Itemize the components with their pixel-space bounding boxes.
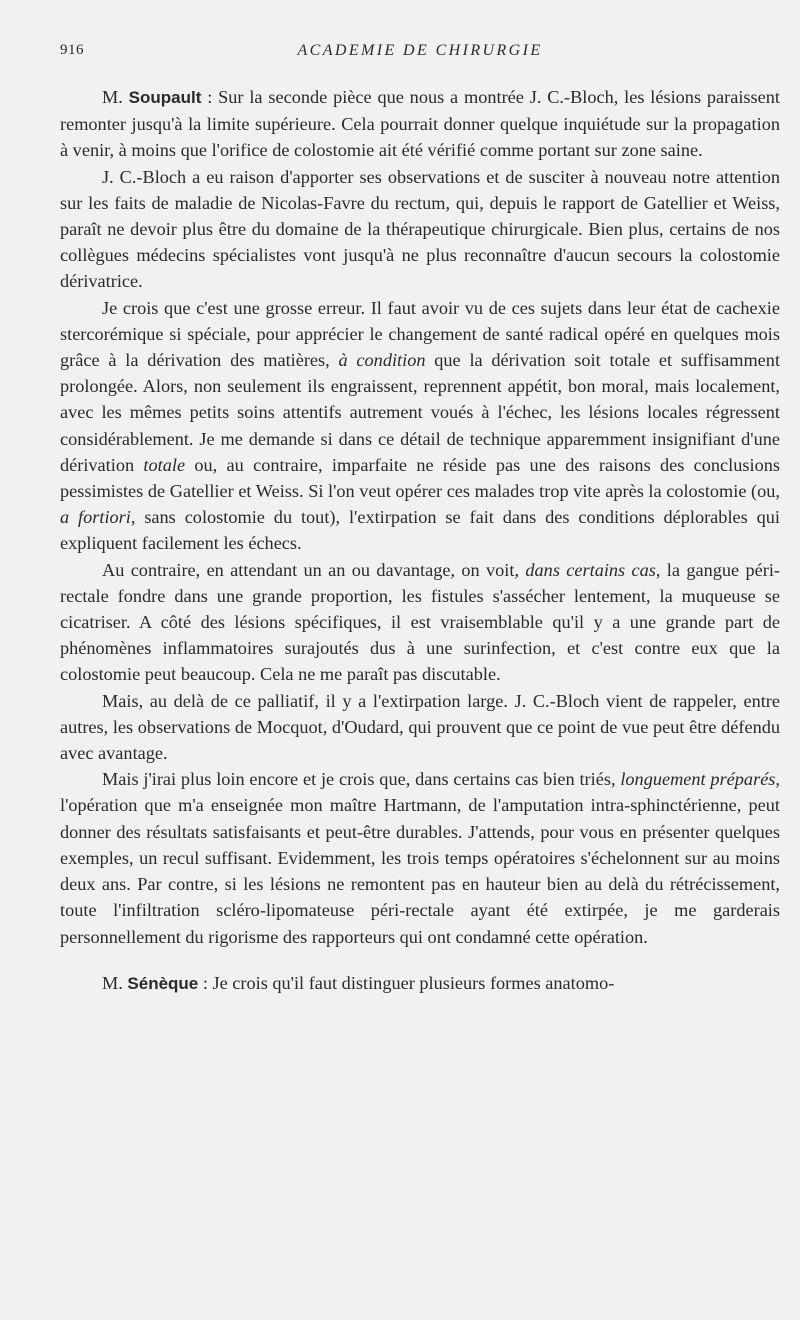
paragraph-text: que la dérivation soit totale et suffisamment prolongée. Alors, non seulement ils engraissent, reprennent appétit, bon moral, mais localement, avec les mêmes petits soins attentifs autrement voués à l'échec, les lésions locales régressent considérablement. Je me demande si dans ce détail de technique apparemment insignifiant d'une dérivation — [60, 350, 781, 475]
speaker-prefix: M. — [102, 972, 128, 993]
paragraph — [60, 164, 780, 295]
paragraph-text: , sans colostomie du tout), l'extirpation se fait dans des conditions déplorables qui expliquent facilement les échecs. — [60, 507, 780, 554]
italic-text: a fortiori — [60, 507, 131, 528]
italic-text: longuement préparés — [620, 769, 776, 790]
speaker-prefix: M. — [102, 87, 129, 107]
paragraph-text: : Sur la seconde pièce que nous a montrée J. C.-Bloch, les lésions paraissent remonter jusqu'à la limite supérieure. Cela pourrait donner quelque inquiétude sur la propagation à venir, à moins que l'orifice de colostomie ait été vérifié comme portant sur zone saine. — [60, 87, 780, 161]
italic-text: totale — [143, 454, 186, 475]
italic-text: dans certains cas — [525, 559, 656, 580]
paragraph — [60, 557, 780, 688]
paragraph — [60, 295, 780, 557]
italic-text: à condition — [338, 350, 426, 371]
speaker-name: Sénèque — [127, 973, 199, 993]
paragraph-text: Je crois que c'est une grosse erreur. Il faut avoir vu de ces sujets dans leur état de cachexie stercorémique si spéciale, pour apprécier le changement de santé radical opéré en quelques mois grâce à la dérivation des matières, — [60, 297, 780, 371]
page-header — [60, 42, 780, 68]
paragraph-text: , la gangue péri-rectale fondre dans une grande proportion, les fistules s'assécher lentement, la muqueuse se cicatriser. A côté des lésions spécifiques, il est vraisemblable qu'il y a une grande part de phénomènes inflammatoires surajoutés dus à une surinfection, et c'est contre eux que la colostomie peut beaucoup. Cela ne me paraît pas discutable. — [60, 559, 780, 685]
speaker-name: Soupault — [128, 88, 202, 107]
paragraph-text: Au contraire, en attendant un an ou davantage, on voit, — [102, 559, 526, 580]
paragraph-text: J. C.-Bloch a eu raison d'apporter ses observations et de susciter à nouveau notre attention sur les faits de maladie de Nicolas-Favre du rectum, qui, depuis le rapport de Gatellier et Weiss, paraît ne devoir plus être du domaine de la thérapeutique chirurgicale. Bien plus, certains de nos collègues médecins spécialistes vont jusqu'à ne plus reconnaître d'aucun secours la colostomie dérivatrice. — [60, 166, 780, 292]
paragraph-text: , l'opération que m'a enseignée mon maître Hartmann, de l'amputation intra-sphinctérienne, peut donner des résultats satisfaisants et peut-être durables. J'attends, pour vous en présenter quelques exemples, un recul suffisant. Evidemment, les trois temps opératoires s'échelonnent sur au moins deux ans. Par contre, si les lésions ne remontent pas en hauteur bien au delà du rétrécissement, toute l'infiltration scléro-lipomateuse péri-rectale ayant été extirpée, je me garderais personnellement du rigorisme des rapporteurs qui ont condamné cette opération. — [60, 769, 780, 947]
document-body — [60, 84, 780, 997]
paragraph-text: Mais, au delà de ce palliatif, il y a l'extirpation large. J. C.-Bloch vient de rappeler, entre autres, les observations de Mocquot, d'Oudard, qui prouvent que ce point de vue peut être défendu avec avantage. — [60, 690, 780, 764]
paragraph-text: : Je crois qu'il faut distinguer plusieurs formes anatomo- — [198, 972, 615, 993]
running-head: ACADEMIE DE CHIRURGIE — [297, 42, 543, 59]
paragraph-seneque — [60, 970, 780, 997]
paragraph — [60, 688, 780, 767]
paragraph-text: ou, au contraire, imparfaite ne réside pas une des raisons des conclusions pessimistes de Gatellier et Weiss. Si l'on veut opérer ces malades trop vite après la colostomie (ou, — [60, 454, 780, 502]
paragraph-text: Mais j'irai plus loin encore et je crois que, dans certains cas bien triés, — [102, 769, 621, 790]
paragraph — [60, 766, 780, 949]
page-number: 916 — [60, 42, 84, 58]
paragraph-soupault — [60, 84, 780, 164]
